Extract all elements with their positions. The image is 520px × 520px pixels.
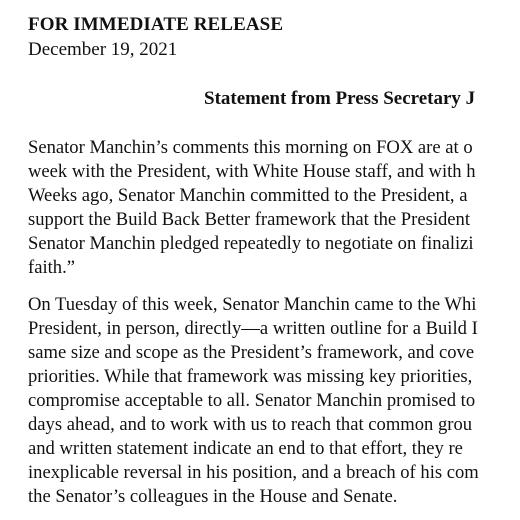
release-label: FOR IMMEDIATE RELEASE xyxy=(28,14,284,35)
paragraph-line: support the Build Back Better framework that the President xyxy=(28,209,471,230)
paragraph-line: Senator Manchin pledged repeatedly to negotiate on finalizi xyxy=(28,233,474,254)
paragraph-line: the Senator’s colleagues in the House and Senate. xyxy=(28,486,398,507)
release-date: December 19, 2021 xyxy=(28,39,178,60)
paragraph-line: same size and scope as the President’s framework, and cove xyxy=(28,342,475,363)
paragraph-line: On Tuesday of this week, Senator Manchin came to the Whi xyxy=(28,294,477,315)
paragraph-line: Weeks ago, Senator Manchin committed to the President, a xyxy=(28,185,468,206)
paragraph-line: and written statement indicate an end to that effort, they re xyxy=(28,438,463,459)
paragraph-line: days ahead, and to work with us to reach that common grou xyxy=(28,414,473,435)
paragraph-line: week with the President, with White House staff, and with h xyxy=(28,161,476,182)
paragraph-line: Senator Manchin’s comments this morning on FOX are at o xyxy=(28,137,473,158)
paragraph-line: compromise acceptable to all. Senator Manchin promised to xyxy=(28,390,476,411)
statement-title: Statement from Press Secretary J xyxy=(204,88,476,109)
paragraph-line: inexplicable reversal in his position, and a breach of his com xyxy=(28,462,479,483)
paragraph-line: President, in person, directly—a written outline for a Build I xyxy=(28,318,478,339)
paragraph-line: priorities. While that framework was missing key priorities, xyxy=(28,366,473,387)
paragraph-line: faith.” xyxy=(28,257,75,278)
